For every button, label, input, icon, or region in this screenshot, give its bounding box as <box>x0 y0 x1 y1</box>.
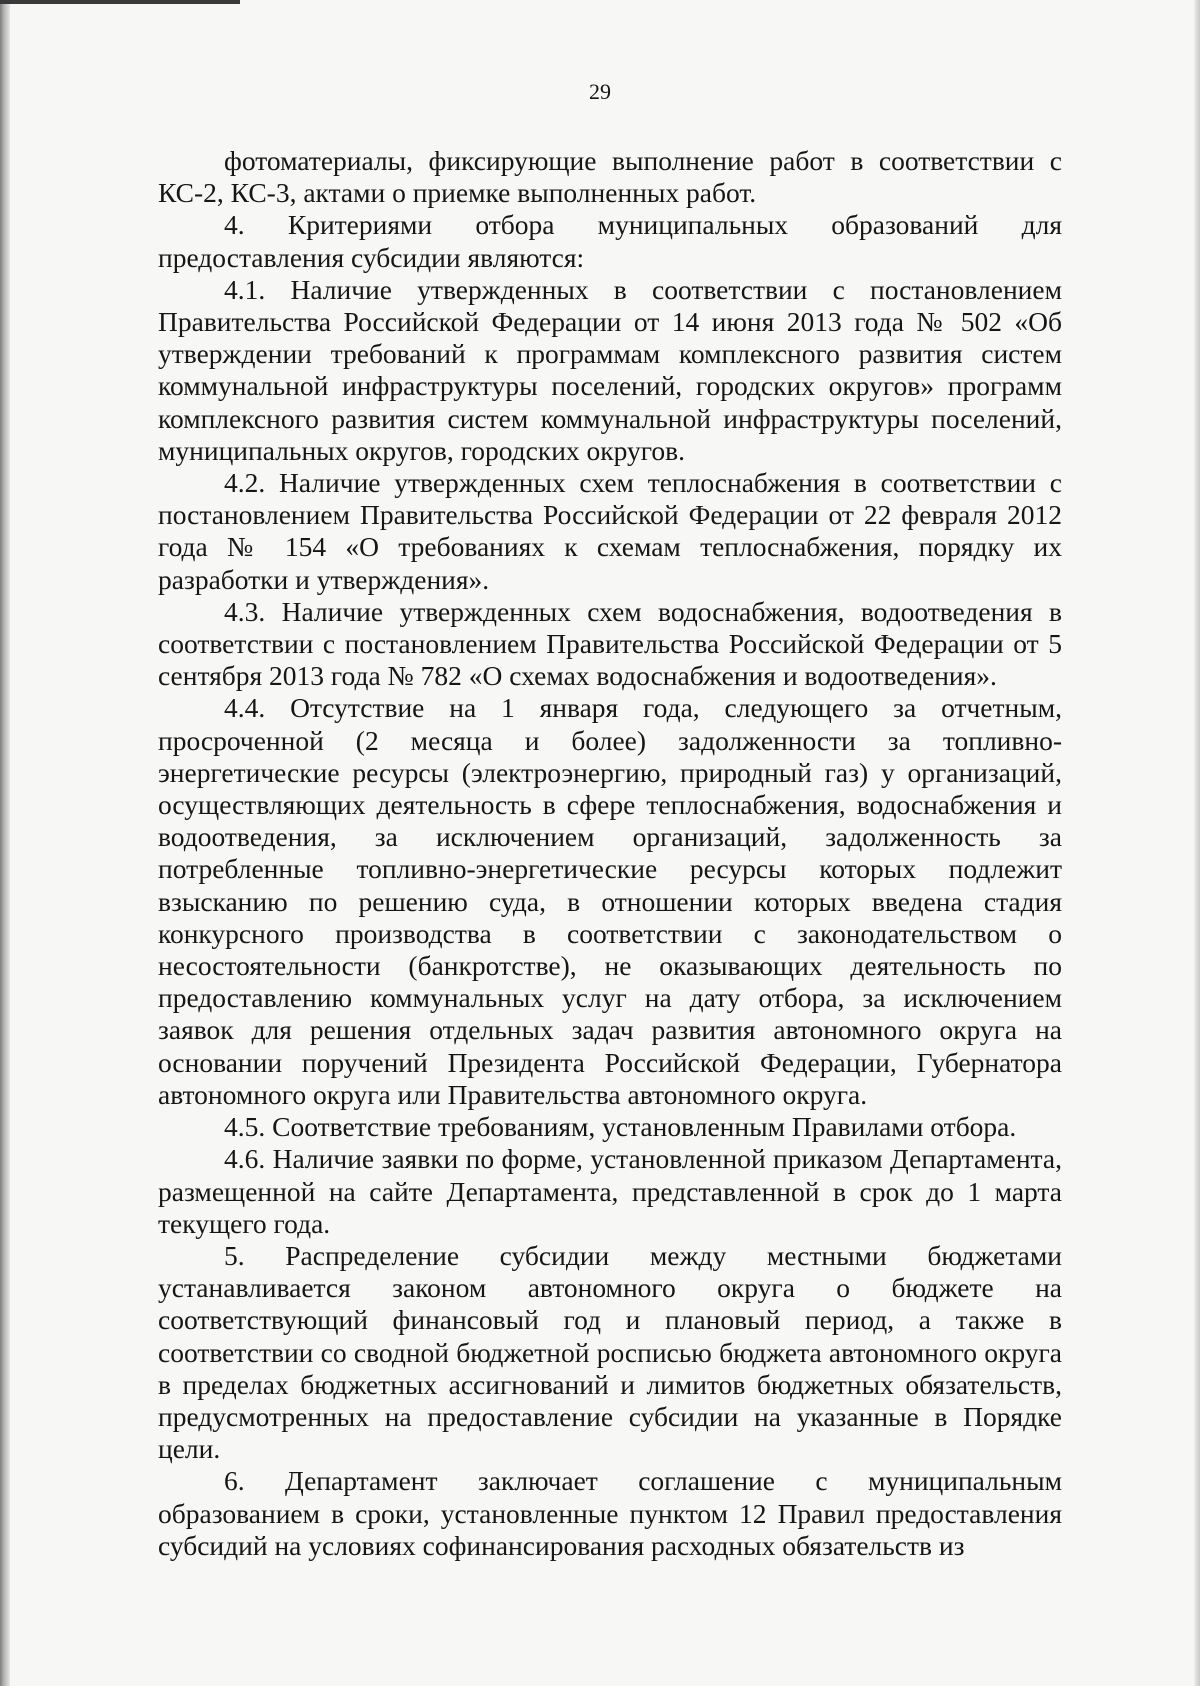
scan-shadow-right <box>1194 0 1200 1686</box>
scan-shadow-left <box>0 0 10 1686</box>
paragraph-4-1: 4.1. Наличие утвержденных в соответствии с постановлением Правительства Российской Федерации от 14 июня 2013 года № 502 «Об утверждении требований к программам комплексного развития систем коммунальной инфраструктуры поселений, городских округов» программ комплексного развития систем коммунальной инфраструктуры поселений, муниципальных округов, городских округов. <box>158 273 1062 466</box>
paragraph-4-5: 4.5. Соответствие требованиям, установленным Правилами отбора. <box>224 1111 1017 1143</box>
paragraph-4-6: 4.6. Наличие заявки по форме, установленной приказом Департамента, размещенной на сайте Департамента, представленной в срок до 1 марта текущего года. <box>158 1143 1062 1239</box>
paragraph-4-criteria: 4. Критериями отбора муниципальных образований для предоставления субсидии являются: <box>158 209 1062 273</box>
document-body <box>158 145 1062 1562</box>
paragraph-photo-materials: фотоматериалы, фиксирующие выполнение работ в соответствии с КС-2, КС-3, актами о приемке выполненных работ. <box>158 145 1062 209</box>
paragraph-4-2: 4.2. Наличие утвержденных схем теплоснабжения в соответствии с постановлением Правительства Российской Федерации от 22 февраля 2012 года № 154 «О требованиях к схемам теплоснабжения, порядку их разработки и утверждения». <box>158 467 1062 595</box>
paragraph-4-3: 4.3. Наличие утвержденных схем водоснабжения, водоотведения в соответствии с постановлением Правительства Российской Федерации от 5 сентября 2013 года № 782 «О схемах водоснабжения и водоотведения». <box>158 595 1062 692</box>
page-number: 29 <box>589 79 611 104</box>
paragraph-6: 6. Департамент заключает соглашение с муниципальным образованием в сроки, установленные пунктом 12 Правил предоставления субсидий на условиях софинансирования расходных обязательств из <box>158 1465 1062 1561</box>
paragraph-4-4: 4.4. Отсутствие на 1 января года, следующего за отчетным, просроченной (2 месяца и более) задолженности за топливно-энергетические ресурсы (электроэнергию, природный газ) у организаций, осуществляющих деятельность в сфере теплоснабжения, водоснабжения и водоотведения, за исключением организаций, задолженность за потребленные топливно-энергетические ресурсы которых подлежит взысканию по решению суда, в отношении которых введена стадия конкурсного производства в соответствии с законодательством о несостоятельности (банкротстве), не оказывающих деятельность по предоставлению коммунальных услуг на дату отбора, за исключением заявок для решения отдельных задач развития автономного округа на основании поручений Президента Российской Федерации, Губернатора автономного округа или Правительства автономного округа. <box>158 692 1062 1110</box>
paragraph-5: 5. Распределение субсидии между местными бюджетами устанавливается законом автономного округа о бюджете на соответствующий финансовый год и плановый период, а также в соответствии со сводной бюджетной росписью бюджета автономного округа в пределах бюджетных ассигнований и лимитов бюджетных обязательств, предусмотренных на предоставление субсидии на указанные в Порядке цели. <box>158 1239 1062 1465</box>
scan-shadow-top <box>0 0 240 4</box>
